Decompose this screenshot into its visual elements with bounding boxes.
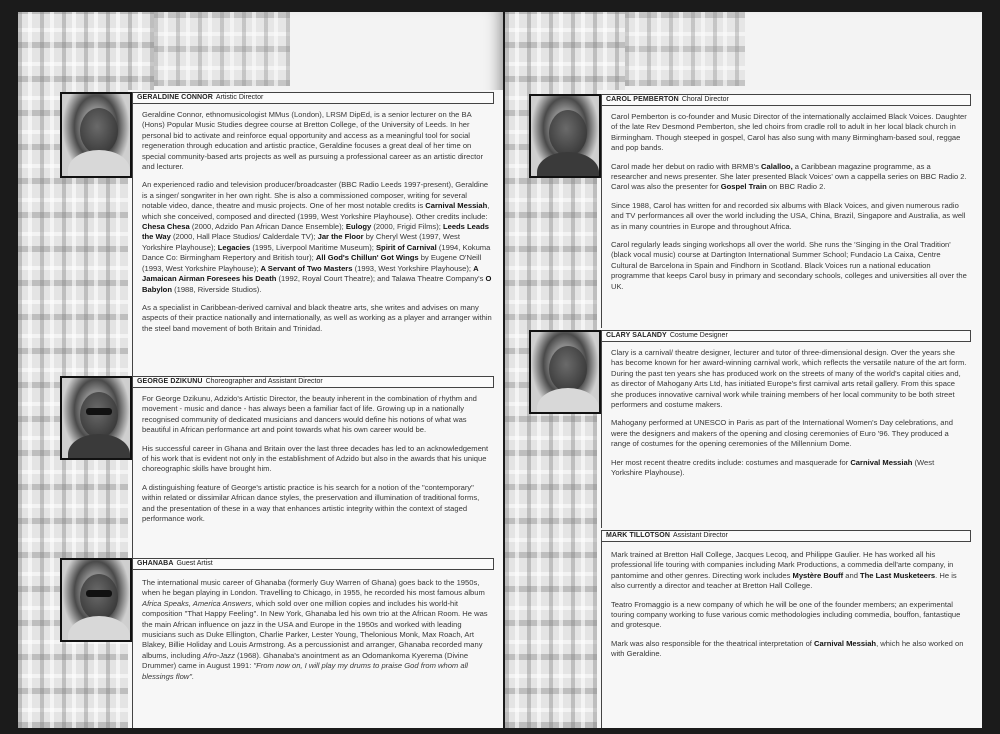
text-run: (2000, Adzido Pan African Dance Ensemble); bbox=[189, 222, 346, 232]
text-run: For George Dzikunu, Adzido's Artistic Director, the beauty inherent in the combination of rhythm and movement - music and dance - has always been a familiar fact of life. Growing up in a nationally recognised community of dedicated musicians and dancers would define his notions of what was beautiful in African performance art and point towards what his own career would be. bbox=[142, 394, 477, 435]
bio-role: Choral Director bbox=[681, 96, 729, 103]
bold-title: O Babylon bbox=[142, 274, 492, 294]
text-run: (1988, Riverside Studios). bbox=[171, 284, 262, 294]
text-run: a Caribbean magazine programme, as a researcher and news presenter. She later presented Black Voices' own a cappella series on BBC Radio 2. Carol was also the presenter for bbox=[611, 161, 967, 192]
bio-header-geraldine-connor bbox=[132, 92, 494, 104]
bio-paragraph bbox=[611, 201, 967, 232]
text-run: (1992, Royal Court Theatre); and Talawa Theatre Company's bbox=[276, 274, 486, 284]
text-run: Clary is a carnival/ theatre designer, lecturer and tutor of three-dimensional design. Over the years she has become known for her award-winning carnival work, which reflects the versatile nature of the art form. During the past ten years she has produced work on the streets of many of the world's capital cities and, as director of Mahogany Arts Ltd, has initiated Europe's first carnival arts retail gallery. From this space she produces innovative carnival work while training members of her local community to be both street performers and costume makers. bbox=[611, 348, 967, 410]
bold-title: Leeds Leads the Way bbox=[142, 222, 489, 242]
text-run: Carol made her debut on radio with BRMB's bbox=[611, 161, 762, 171]
bold-title: Gospel Train bbox=[720, 182, 767, 192]
clary-salandy-photo bbox=[529, 330, 601, 414]
ghanaba-photo bbox=[60, 558, 132, 642]
bio-header-clary-salandy bbox=[601, 330, 971, 342]
bio-text-clary-salandy bbox=[611, 348, 967, 486]
left-page bbox=[18, 12, 503, 728]
carol-pemberton-photo bbox=[529, 94, 601, 178]
bio-name: CAROL PEMBERTON bbox=[606, 96, 679, 103]
bio-paragraph bbox=[611, 112, 967, 154]
text-run: (2000, Hall Place Studios/ Calderdale TV); bbox=[170, 232, 318, 242]
text-run: Mahogany performed at UNESCO in Paris as part of the International Women's Day celebrations, and were the designers and makers of the opening and closing ceremonies of Euro '96. They produced a range of costumes for the opening ceremonies of the Millennium Dome. bbox=[611, 418, 953, 449]
bold-title: Legacies bbox=[217, 242, 251, 252]
text-run: Her most recent theatre credits include: costumes and masquerade for bbox=[611, 457, 851, 467]
text-run: and bbox=[843, 570, 861, 580]
text-run: (2000, Frigid Films); bbox=[371, 222, 443, 232]
bio-role: Artistic Director bbox=[215, 94, 264, 101]
bio-header-ghanaba bbox=[132, 558, 494, 570]
bold-title: Jar the Floor bbox=[317, 232, 364, 242]
bold-title: A Jamaican Airman Foresees his Death bbox=[142, 263, 479, 284]
bio-paragraph bbox=[611, 162, 967, 193]
text-run: on BBC Radio 2. bbox=[766, 182, 826, 192]
bio-role: Assistant Director bbox=[673, 532, 728, 539]
bio-paragraph bbox=[142, 110, 492, 172]
bio-rule bbox=[132, 388, 133, 558]
text-run: (1995, Liverpool Maritime Museum); bbox=[250, 242, 376, 252]
bio-rule bbox=[132, 104, 133, 378]
text-run: by Cheryl West (1997, West Yorkshire Playhouse); bbox=[142, 232, 460, 252]
bio-paragraph bbox=[611, 418, 967, 449]
text-run: Mark trained at Bretton Hall College, Jacques Lecoq, and Philippe Gaulier. He has worked all his professional life touring with companies including Mark Productions, a commedia dell'arte company, in pantomime and other genres. Directing work includes bbox=[611, 550, 954, 580]
bold-title: A Servant of Two Masters bbox=[260, 263, 353, 273]
text-run: , which sold over one million copies and includes his world-hit composition "That Happy Feeling". In New York, Ghanaba led his own trio at the African Room. He was the main African influence on jazz in the USA and Europe in the 1950s and worked with leading musicians such as Duke Ellington, Charlie Parker, Lester Young, Thelonious Monk, Max Roach, Art Blakey, Billie Holiday and Louis Armstrong. As a percussionist and arranger, Ghanaba recorded many albums, including bbox=[142, 598, 488, 660]
bio-rule bbox=[132, 570, 133, 728]
bio-paragraph bbox=[142, 180, 492, 294]
bio-paragraph bbox=[611, 600, 967, 631]
bio-header-george-dzikunu bbox=[132, 376, 494, 388]
bio-paragraph bbox=[142, 394, 492, 436]
bio-paragraph bbox=[611, 639, 967, 660]
geraldine-connor-photo bbox=[60, 92, 132, 178]
bio-paragraph bbox=[611, 550, 967, 592]
bio-role: Guest Artist bbox=[176, 560, 213, 567]
bio-name: CLARY SALANDY bbox=[606, 332, 667, 339]
text-run: . He is also currently a director and teacher at Bretton Hall College. bbox=[611, 570, 957, 591]
bio-paragraph bbox=[142, 444, 492, 475]
text-run: As a specialist in Caribbean-derived carnival and black theatre arts, she writes and advises on many aspects of their practice nationally and internationally, as well as working as a player and arranger within the steel band movement of both Britain and Trinidad. bbox=[142, 302, 492, 333]
bio-paragraph bbox=[611, 458, 967, 479]
text-run: Carol regularly leads singing workshops all over the world. She runs the 'Singing in the Oral Tradition' (black vocal music) course at Dartington International Summer School; Fundacio La Caixa, Centre Cultural de Barcelona in Spain and Findhorn in Scotland. Black Voices run a national education programme that keeps Carol busy in primary and secondary schools, colleges and universities all over the UK. bbox=[611, 240, 967, 291]
bio-paragraph bbox=[611, 348, 967, 410]
bio-role: Costume Designer bbox=[669, 332, 728, 339]
bio-name: GEORGE DZIKUNU bbox=[137, 378, 203, 385]
bio-header-mark-tillotson bbox=[601, 530, 971, 542]
bio-text-ghanaba bbox=[142, 578, 492, 690]
bio-rule bbox=[601, 542, 602, 728]
programme-booklet bbox=[18, 6, 982, 732]
bio-name: MARK TILLOTSON bbox=[606, 532, 671, 539]
bold-title: Eulogy bbox=[345, 222, 372, 232]
text-run: , which he also worked on with Geraldine. bbox=[611, 638, 964, 659]
bio-header-carol-pemberton bbox=[601, 94, 971, 106]
text-run: (1993, West Yorkshire Playhouse); bbox=[352, 263, 474, 273]
text-run: (1968). Ghanaba's anointment as an Odomankoma Kyerema (Divine Drummer) came in August 1991: bbox=[142, 650, 469, 671]
text-run: Carol Pemberton is co-founder and Music Director of the internationally acclaimed Black Voices. Daughter of the late Rev Desmond Pemberton, she led choirs from cradle roll to adult in her local black church in Birmingham. Though steeped in gospel, Carol has also sung with many Birmingham-based soul, reggae and pop bands. bbox=[611, 112, 967, 153]
text-run: The international music career of Ghanaba (formerly Guy Warren of Ghana) goes back to the 1950s, when he began playing in London. Travelling to Chicago, in 1955, he recorded his most famous album bbox=[142, 578, 485, 598]
bio-text-mark-tillotson bbox=[611, 550, 967, 668]
bio-text-carol-pemberton bbox=[611, 112, 967, 300]
bio-paragraph bbox=[611, 240, 967, 292]
text-run: Geraldine Connor, ethnomusicologist MMus (London), LRSM DipEd, is a senior lecturer on the BA (Hons) Popular Music Studies degree course at Bretton College, of the University of Leeds. In her personal bid to activate and reinforce equal opportunity and access as a meaningful tool for social regeneration through education and artistic practice, Geraldine focuses a great deal of her time on special community-based arts projects as well as pursuing a professional career as an artistic director and lecturer. bbox=[142, 110, 484, 172]
italic-text: "From now on, I will play my drums to praise God from whom all blessings flow". bbox=[142, 661, 468, 681]
bold-title: All God's Chillun' Got Wings bbox=[315, 253, 419, 263]
bold-title: Carnival Messiah bbox=[850, 457, 913, 467]
bold-title: Mystère Bouff bbox=[792, 570, 844, 580]
text-run: His successful career in Ghana and Britain over the last three decades has led to an acknowledgement of his work that is evident not only in the establishment of Adzido but also in the awards that his unique choreographic skills have brought him. bbox=[142, 443, 489, 474]
bold-title: The Last Musketeers bbox=[860, 570, 936, 580]
bio-text-geraldine-connor bbox=[142, 110, 492, 342]
right-page bbox=[505, 12, 982, 728]
bold-title: Carnival Messiah bbox=[425, 201, 488, 211]
bold-title: Chesa Chesa bbox=[142, 222, 190, 232]
george-dzikunu-photo bbox=[60, 376, 132, 460]
text-run: (1994, Kokuma Dance Co: Birmingham Repertory and British tour); bbox=[142, 242, 491, 263]
bio-name: GHANABA bbox=[137, 560, 174, 567]
bio-text-george-dzikunu bbox=[142, 394, 492, 532]
bio-paragraph bbox=[142, 578, 492, 682]
bold-title: Spirit of Carnival bbox=[375, 242, 437, 252]
bio-rule bbox=[601, 106, 602, 328]
text-run: Mark was also responsible for the theatrical interpretation of bbox=[611, 638, 815, 648]
kente-pattern-header bbox=[625, 12, 745, 86]
text-run: Since 1988, Carol has written for and recorded six albums with Black Voices, and given numerous radio and TV performances all over the world including the USA, China, Brazil, Singapore and Australia, as well as in many countries in Europe and throughout Africa. bbox=[611, 200, 966, 231]
text-run: (West Yorkshire Playhouse). bbox=[611, 457, 935, 478]
bio-role: Choreographer and Assistant Director bbox=[205, 378, 323, 385]
italic-text: Africa Speaks, America Answers bbox=[142, 598, 252, 608]
bio-paragraph bbox=[142, 483, 492, 525]
text-run: An experienced radio and television producer/broadcaster (BBC Radio Leeds 1997-present), Geraldine is a singer/ songwriter in her own right. She is also a commissioned composer, writing for several notable video, dance, theatre and music projects. One of her most notable credits is bbox=[142, 180, 489, 211]
bold-title: Carnival Messiah bbox=[814, 638, 877, 648]
bio-name: GERALDINE CONNOR bbox=[137, 94, 213, 101]
bio-paragraph bbox=[142, 303, 492, 334]
kente-pattern-header bbox=[154, 12, 290, 86]
italic-text: Afro-Jazz bbox=[202, 650, 235, 660]
bio-rule bbox=[601, 342, 602, 528]
text-run: by Eugene O'Neill (1993, West Yorkshire Playhouse); bbox=[142, 253, 482, 273]
bold-title: Calalloo, bbox=[761, 161, 793, 171]
text-run: , which she conceived, composed and directed (1999, West Yorkshire Playhouse). Other credits include: bbox=[142, 201, 490, 221]
text-run: A distinguishing feature of George's artistic practice is his search for a notion of the "contemporary" within related or dissimilar African dance styles, the preservation and illumination of traditional forms, and the presentation of these in a way that enhances artistic integrity within the context of staged performance work. bbox=[142, 482, 480, 524]
text-run: Teatro Fromaggio is a new company of which he will be one of the founder members; an experimental touring company working to fuse various comic methodologies including commedia, bouffon, fantastique and grotesque. bbox=[611, 599, 961, 630]
